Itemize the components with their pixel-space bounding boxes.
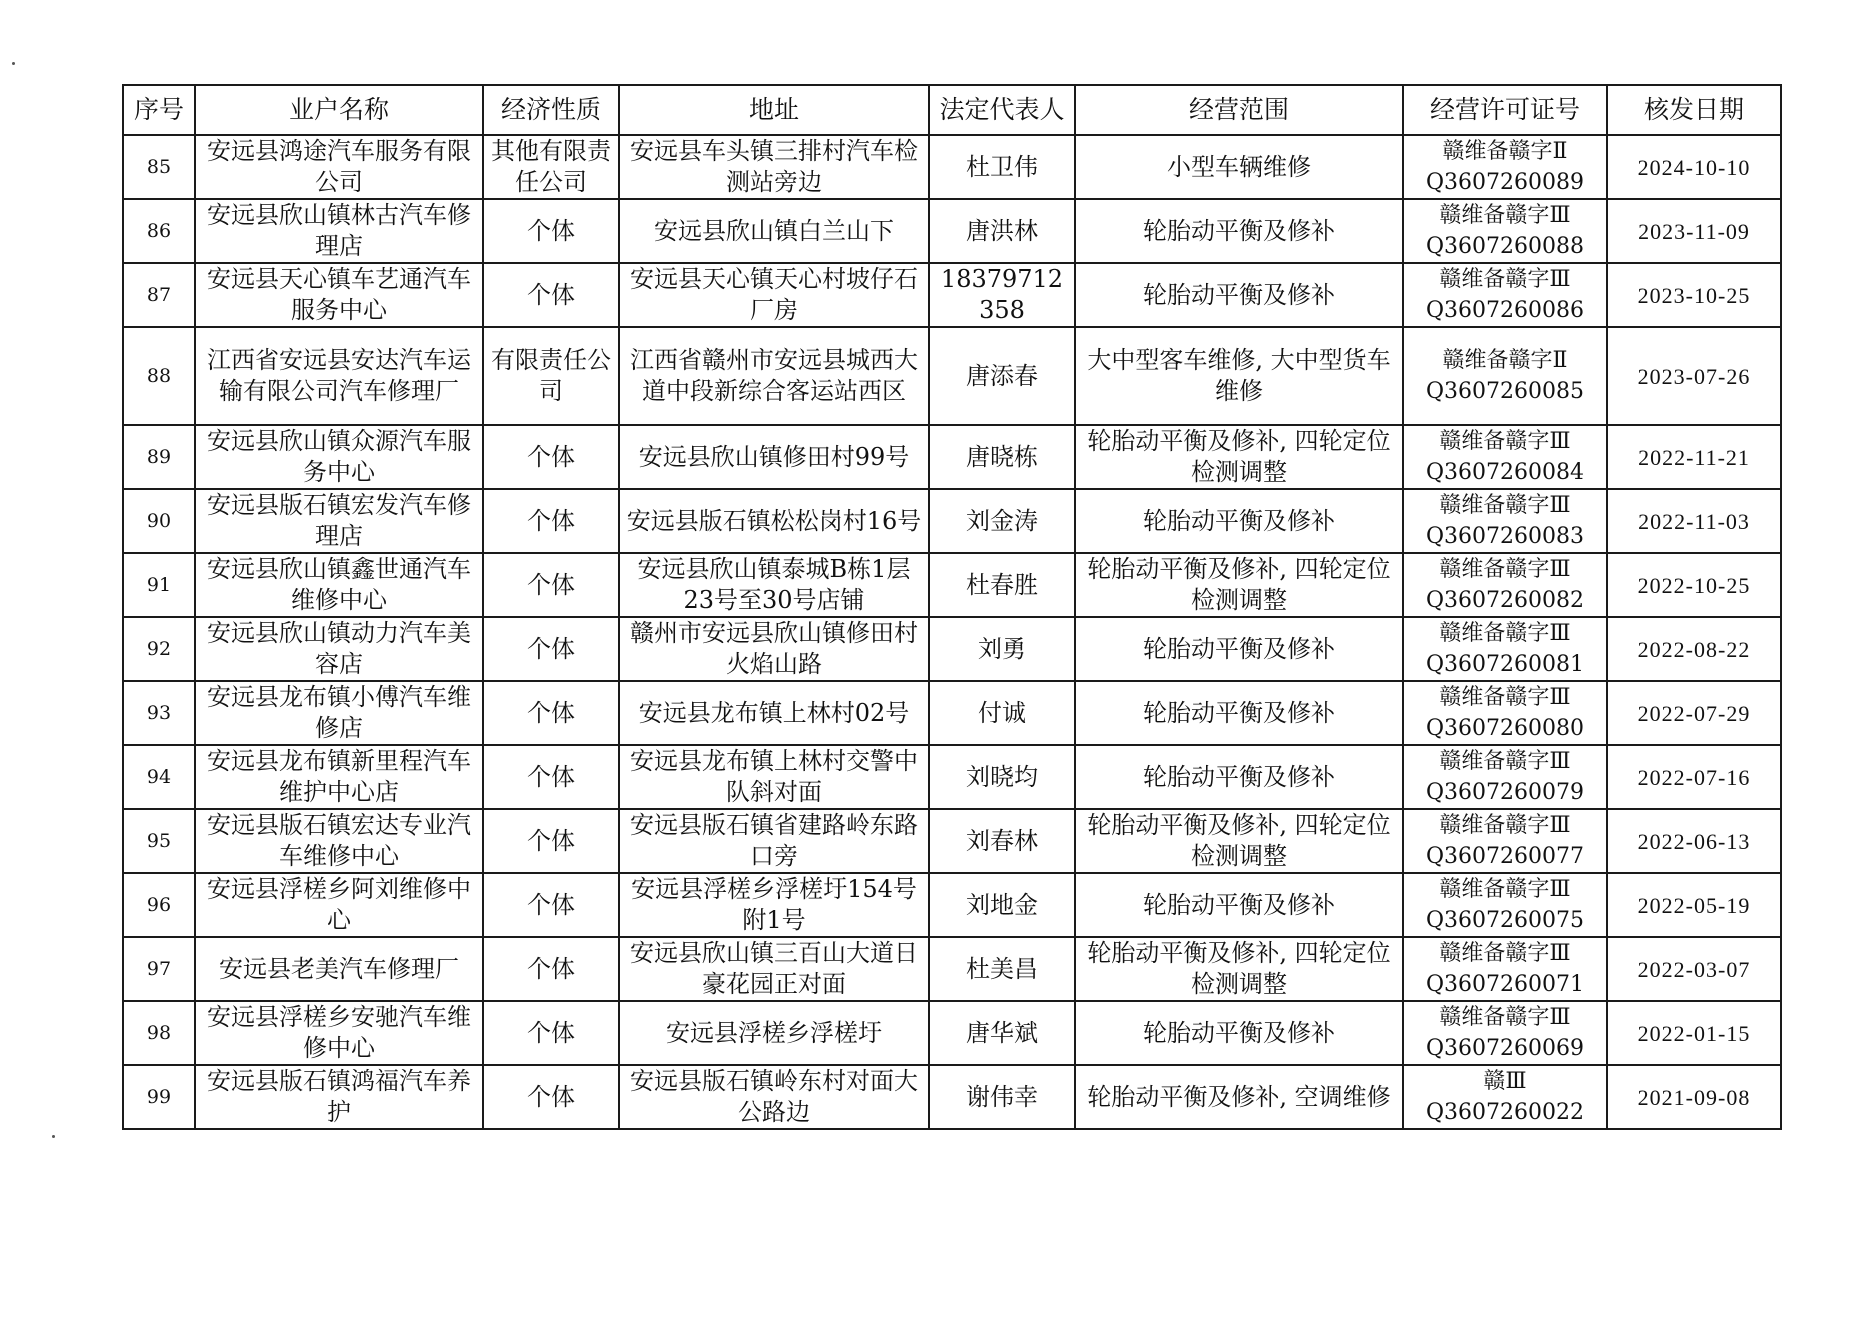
cell-nature: 个体 [483, 873, 619, 937]
cell-seq: 90 [123, 489, 195, 553]
cell-rep: 刘金涛 [929, 489, 1075, 553]
cell-seq: 93 [123, 681, 195, 745]
cell-seq: 94 [123, 745, 195, 809]
cell-address: 安远县版石镇岭东村对面大公路边 [619, 1065, 929, 1129]
cell-seq: 95 [123, 809, 195, 873]
license-number: Q3607260081 [1425, 652, 1584, 677]
cell-nature: 个体 [483, 809, 619, 873]
cell-date: 2022-05-19 [1607, 873, 1781, 937]
header-nature: 经济性质 [483, 85, 619, 135]
cell-name: 安远县龙布镇小傅汽车维修店 [195, 681, 483, 745]
cell-rep: 付诚 [929, 681, 1075, 745]
table-row [123, 1001, 1781, 1065]
header-rep: 法定代表人 [929, 85, 1075, 135]
cell-scope: 轮胎动平衡及修补 [1075, 489, 1403, 553]
cell-name: 江西省安远县安达汽车运输有限公司汽车修理厂 [195, 327, 483, 425]
cell-license [1403, 1065, 1607, 1129]
header-address: 地址 [619, 85, 929, 135]
scan-speck [52, 1135, 55, 1138]
cell-rep: 唐华斌 [929, 1001, 1075, 1065]
license-number: Q3607260082 [1425, 588, 1584, 613]
cell-date: 2022-01-15 [1607, 1001, 1781, 1065]
cell-scope: 轮胎动平衡及修补, 四轮定位检测调整 [1075, 809, 1403, 873]
license-prefix: 赣维备赣字Ⅲ [1439, 941, 1571, 966]
cell-nature: 个体 [483, 681, 619, 745]
cell-address: 安远县龙布镇上林村交警中队斜对面 [619, 745, 929, 809]
cell-date: 2022-03-07 [1607, 937, 1781, 1001]
license-number: Q3607260075 [1425, 908, 1584, 933]
license-prefix: 赣维备赣字Ⅱ [1442, 139, 1568, 164]
table-row [123, 135, 1781, 199]
cell-nature: 有限责任公司 [483, 327, 619, 425]
cell-seq: 92 [123, 617, 195, 681]
license-table-container [122, 84, 1780, 1130]
license-number: Q3607260080 [1425, 716, 1584, 741]
table-row [123, 937, 1781, 1001]
license-number: Q3607260089 [1425, 170, 1584, 195]
cell-date: 2024-10-10 [1607, 135, 1781, 199]
cell-name: 安远县欣山镇众源汽车服务中心 [195, 425, 483, 489]
table-body [123, 135, 1781, 1129]
cell-license [1403, 263, 1607, 327]
license-prefix: 赣维备赣字Ⅲ [1439, 203, 1571, 228]
license-number: Q3607260086 [1425, 298, 1584, 323]
cell-name: 安远县鸿途汽车服务有限公司 [195, 135, 483, 199]
cell-license [1403, 553, 1607, 617]
cell-name: 安远县欣山镇林古汽车修理店 [195, 199, 483, 263]
cell-rep: 刘勇 [929, 617, 1075, 681]
cell-seq: 98 [123, 1001, 195, 1065]
cell-date: 2022-07-29 [1607, 681, 1781, 745]
cell-nature: 个体 [483, 425, 619, 489]
cell-scope: 轮胎动平衡及修补 [1075, 263, 1403, 327]
cell-address: 安远县天心镇天心村坡仔石厂房 [619, 263, 929, 327]
cell-license [1403, 809, 1607, 873]
cell-address: 安远县欣山镇三百山大道日豪花园正对面 [619, 937, 929, 1001]
table-row [123, 489, 1781, 553]
license-number: Q3607260071 [1425, 972, 1584, 997]
cell-license [1403, 745, 1607, 809]
cell-license [1403, 873, 1607, 937]
cell-name: 安远县老美汽车修理厂 [195, 937, 483, 1001]
table-row [123, 263, 1781, 327]
cell-rep: 刘晓均 [929, 745, 1075, 809]
cell-date: 2021-09-08 [1607, 1065, 1781, 1129]
cell-seq: 99 [123, 1065, 195, 1129]
cell-name: 安远县浮槎乡阿刘维修中心 [195, 873, 483, 937]
license-prefix: 赣维备赣字Ⅲ [1439, 621, 1571, 646]
table-row [123, 681, 1781, 745]
cell-scope: 轮胎动平衡及修补, 四轮定位检测调整 [1075, 425, 1403, 489]
table-row [123, 553, 1781, 617]
cell-name: 安远县欣山镇动力汽车美容店 [195, 617, 483, 681]
table-header-row [123, 85, 1781, 135]
license-table [122, 84, 1782, 1130]
cell-address: 安远县车头镇三排村汽车检测站旁边 [619, 135, 929, 199]
cell-seq: 86 [123, 199, 195, 263]
cell-scope: 大中型客车维修, 大中型货车维修 [1075, 327, 1403, 425]
cell-nature: 个体 [483, 1065, 619, 1129]
cell-rep: 18379712358 [929, 263, 1075, 327]
cell-seq: 97 [123, 937, 195, 1001]
cell-name: 安远县浮槎乡安驰汽车维修中心 [195, 1001, 483, 1065]
table-row [123, 809, 1781, 873]
cell-name: 安远县龙布镇新里程汽车维护中心店 [195, 745, 483, 809]
cell-address: 安远县浮槎乡浮槎圩 [619, 1001, 929, 1065]
cell-seq: 91 [123, 553, 195, 617]
header-scope: 经营范围 [1075, 85, 1403, 135]
cell-nature: 个体 [483, 937, 619, 1001]
cell-date: 2022-06-13 [1607, 809, 1781, 873]
cell-name: 安远县欣山镇鑫世通汽车维修中心 [195, 553, 483, 617]
table-row [123, 745, 1781, 809]
cell-scope: 轮胎动平衡及修补 [1075, 199, 1403, 263]
table-row [123, 1065, 1781, 1129]
cell-scope: 小型车辆维修 [1075, 135, 1403, 199]
cell-rep: 杜美昌 [929, 937, 1075, 1001]
cell-rep: 唐添春 [929, 327, 1075, 425]
cell-date: 2022-11-03 [1607, 489, 1781, 553]
cell-seq: 89 [123, 425, 195, 489]
cell-address: 安远县龙布镇上林村02号 [619, 681, 929, 745]
cell-seq: 88 [123, 327, 195, 425]
cell-license [1403, 937, 1607, 1001]
cell-license [1403, 135, 1607, 199]
table-row [123, 425, 1781, 489]
cell-nature: 个体 [483, 263, 619, 327]
table-row [123, 617, 1781, 681]
cell-nature: 个体 [483, 553, 619, 617]
cell-rep: 刘春林 [929, 809, 1075, 873]
cell-license [1403, 425, 1607, 489]
cell-nature: 个体 [483, 1001, 619, 1065]
cell-address: 安远县浮槎乡浮槎圩154号附1号 [619, 873, 929, 937]
cell-seq: 96 [123, 873, 195, 937]
cell-nature: 个体 [483, 199, 619, 263]
cell-rep: 杜卫伟 [929, 135, 1075, 199]
cell-date: 2022-10-25 [1607, 553, 1781, 617]
cell-date: 2023-11-09 [1607, 199, 1781, 263]
license-number: Q3607260088 [1425, 234, 1584, 259]
license-prefix: 赣维备赣字Ⅲ [1439, 749, 1571, 774]
license-prefix: 赣维备赣字Ⅲ [1439, 813, 1571, 838]
license-prefix: 赣维备赣字Ⅲ [1439, 1005, 1571, 1030]
cell-date: 2023-07-26 [1607, 327, 1781, 425]
cell-license [1403, 489, 1607, 553]
license-number: Q3607260077 [1425, 844, 1584, 869]
license-prefix: 赣维备赣字Ⅲ [1439, 429, 1571, 454]
cell-license [1403, 617, 1607, 681]
cell-date: 2022-07-16 [1607, 745, 1781, 809]
cell-scope: 轮胎动平衡及修补, 四轮定位检测调整 [1075, 937, 1403, 1001]
cell-rep: 谢伟幸 [929, 1065, 1075, 1129]
cell-address: 安远县欣山镇白兰山下 [619, 199, 929, 263]
cell-nature: 个体 [483, 489, 619, 553]
cell-seq: 85 [123, 135, 195, 199]
cell-rep: 刘地金 [929, 873, 1075, 937]
cell-rep: 唐晓栋 [929, 425, 1075, 489]
cell-address: 赣州市安远县欣山镇修田村火焰山路 [619, 617, 929, 681]
cell-nature: 个体 [483, 745, 619, 809]
license-prefix: 赣维备赣字Ⅲ [1439, 557, 1571, 582]
license-prefix: 赣维备赣字Ⅲ [1439, 877, 1571, 902]
cell-scope: 轮胎动平衡及修补, 空调维修 [1075, 1065, 1403, 1129]
cell-date: 2022-08-22 [1607, 617, 1781, 681]
header-name: 业户名称 [195, 85, 483, 135]
license-number: Q3607260079 [1425, 780, 1584, 805]
cell-name: 安远县版石镇鸿福汽车养护 [195, 1065, 483, 1129]
cell-date: 2022-11-21 [1607, 425, 1781, 489]
license-prefix: 赣维备赣字Ⅱ [1442, 348, 1568, 373]
cell-address: 安远县欣山镇泰城B栋1层23号至30号店铺 [619, 553, 929, 617]
cell-address: 江西省赣州市安远县城西大道中段新综合客运站西区 [619, 327, 929, 425]
cell-license [1403, 327, 1607, 425]
cell-name: 安远县天心镇车艺通汽车服务中心 [195, 263, 483, 327]
cell-license [1403, 1001, 1607, 1065]
cell-scope: 轮胎动平衡及修补 [1075, 1001, 1403, 1065]
cell-scope: 轮胎动平衡及修补 [1075, 617, 1403, 681]
license-prefix: 赣Ⅲ [1483, 1069, 1527, 1094]
header-date: 核发日期 [1607, 85, 1781, 135]
cell-name: 安远县版石镇宏发汽车修理店 [195, 489, 483, 553]
header-license: 经营许可证号 [1403, 85, 1607, 135]
cell-seq: 87 [123, 263, 195, 327]
table-row [123, 199, 1781, 263]
license-prefix: 赣维备赣字Ⅲ [1439, 267, 1571, 292]
cell-rep: 唐洪林 [929, 199, 1075, 263]
license-number: Q3607260022 [1425, 1100, 1584, 1125]
cell-address: 安远县版石镇省建路岭东路口旁 [619, 809, 929, 873]
license-number: Q3607260085 [1425, 379, 1584, 404]
cell-license [1403, 681, 1607, 745]
license-number: Q3607260084 [1425, 460, 1584, 485]
header-seq: 序号 [123, 85, 195, 135]
cell-scope: 轮胎动平衡及修补, 四轮定位检测调整 [1075, 553, 1403, 617]
cell-address: 安远县欣山镇修田村99号 [619, 425, 929, 489]
table-row [123, 327, 1781, 425]
license-prefix: 赣维备赣字Ⅲ [1439, 685, 1571, 710]
cell-nature: 其他有限责任公司 [483, 135, 619, 199]
cell-scope: 轮胎动平衡及修补 [1075, 681, 1403, 745]
license-number: Q3607260069 [1425, 1036, 1584, 1061]
license-number: Q3607260083 [1425, 524, 1584, 549]
cell-scope: 轮胎动平衡及修补 [1075, 873, 1403, 937]
cell-scope: 轮胎动平衡及修补 [1075, 745, 1403, 809]
cell-name: 安远县版石镇宏达专业汽车维修中心 [195, 809, 483, 873]
table-row [123, 873, 1781, 937]
cell-rep: 杜春胜 [929, 553, 1075, 617]
cell-address: 安远县版石镇松松岗村16号 [619, 489, 929, 553]
license-prefix: 赣维备赣字Ⅲ [1439, 493, 1571, 518]
scan-speck [12, 62, 15, 65]
cell-nature: 个体 [483, 617, 619, 681]
cell-license [1403, 199, 1607, 263]
cell-date: 2023-10-25 [1607, 263, 1781, 327]
